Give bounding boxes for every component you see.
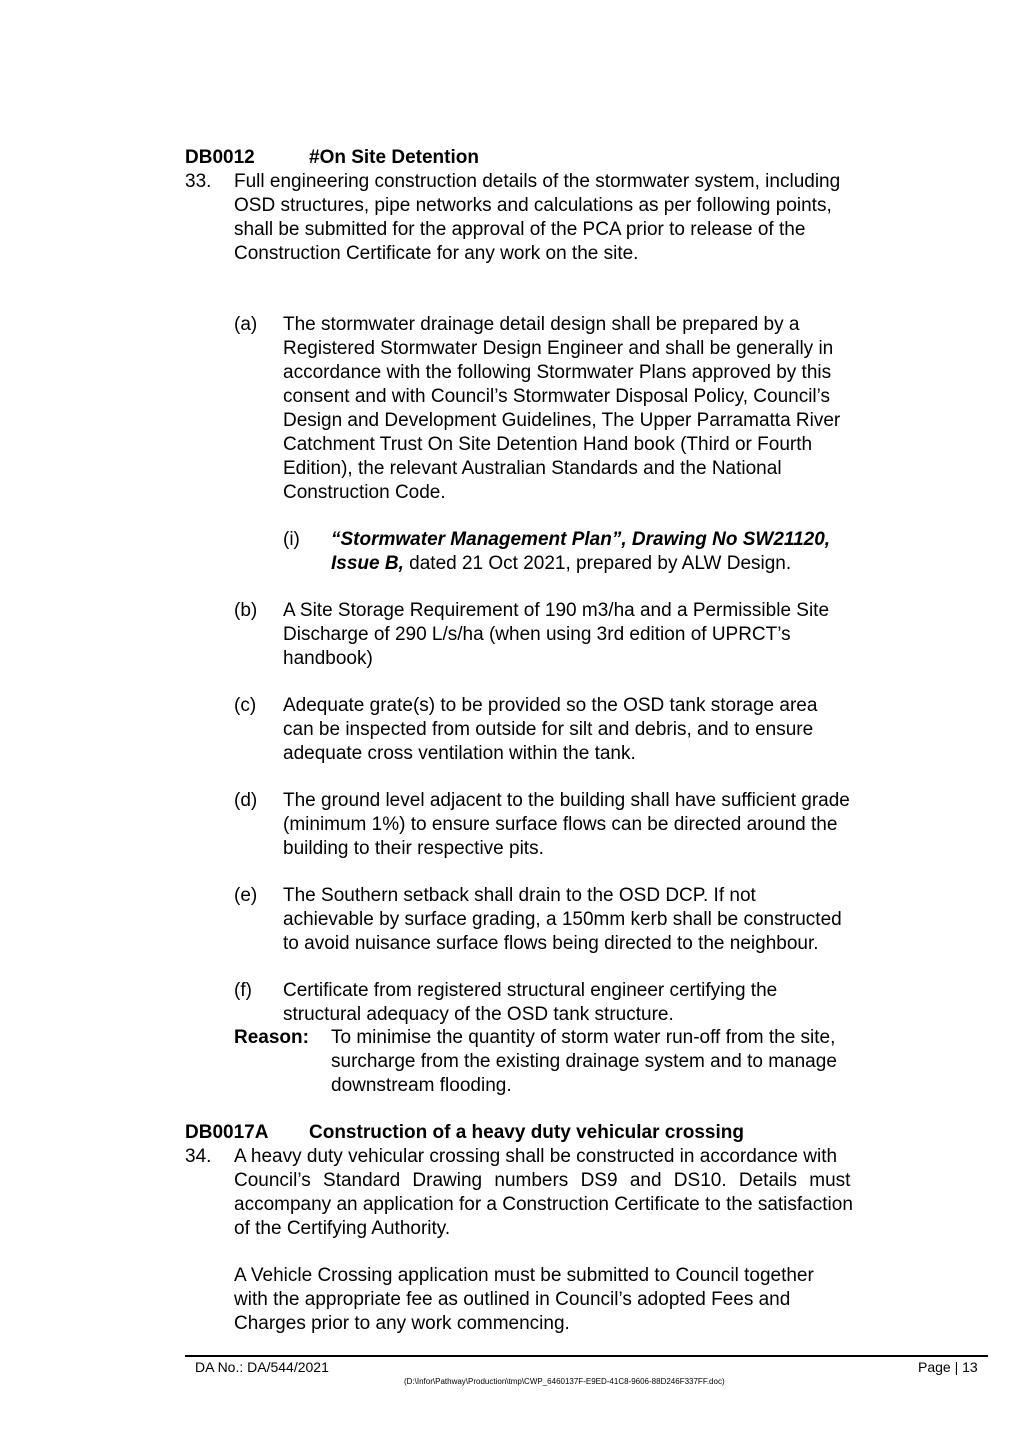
- plan-details: dated 21 Oct 2021, prepared by ALW Design.: [403, 553, 792, 574]
- condition-text-line: Full engineering construction details of the stormwater system, including: [234, 171, 841, 192]
- item-label: (d): [234, 790, 258, 811]
- condition-paragraph-line: A Vehicle Crossing application must be submitted to Council together: [234, 1265, 814, 1286]
- item-label: (a): [234, 314, 258, 335]
- item-label: (e): [234, 885, 258, 906]
- condition-number: 34.: [185, 1146, 212, 1167]
- condition-code: DB0017A: [185, 1122, 269, 1143]
- condition-paragraph-line: with the appropriate fee as outlined in Council’s adopted Fees and: [234, 1289, 791, 1310]
- item-text-line: (minimum 1%) to ensure surface flows can be directed around the: [283, 814, 838, 835]
- item-label: (f): [234, 980, 252, 1001]
- reason-label: Reason:: [234, 1027, 309, 1048]
- condition-text-line: OSD structures, pipe networks and calculations as per following points,: [234, 195, 832, 216]
- item-text-line: Certificate from registered structural engineer certifying the: [283, 980, 778, 1001]
- item-label: (b): [234, 600, 258, 621]
- item-text-line: Catchment Trust On Site Detention Hand book (Third or Fourth: [283, 434, 813, 455]
- item-text-line: can be inspected from outside for silt and debris, and to ensure: [283, 719, 814, 740]
- plan-reference-line: [331, 552, 791, 575]
- page-number: Page | 13: [918, 1359, 978, 1375]
- item-text-line: to avoid nuisance surface flows being directed to the neighbour.: [283, 933, 819, 954]
- item-text-line: The Southern setback shall drain to the OSD DCP. If not: [283, 885, 756, 906]
- condition-paragraph-line: Charges prior to any work commencing.: [234, 1313, 570, 1334]
- condition-title: Construction of a heavy duty vehicular crossing: [309, 1122, 744, 1143]
- item-text-line: The stormwater drainage detail design shall be prepared by a: [283, 314, 800, 335]
- reason-text-line: surcharge from the existing drainage system and to manage: [331, 1051, 837, 1072]
- item-label: (c): [234, 695, 257, 716]
- condition-text-line: accompany an application for a Construction Certificate to the satisfaction: [234, 1194, 853, 1215]
- item-text-line: accordance with the following Stormwater Plans approved by this: [283, 362, 832, 383]
- item-text-line: Construction Code.: [283, 482, 446, 503]
- plan-reference: “Stormwater Management Plan”, Drawing No SW21120,: [331, 529, 831, 550]
- item-text-line: structural adequacy of the OSD tank structure.: [283, 1004, 674, 1025]
- item-text-line: adequate cross ventilation within the tank.: [283, 743, 636, 764]
- item-text-line: consent and with Council’s Stormwater Disposal Policy, Council’s: [283, 386, 831, 407]
- footer-rule: [185, 1355, 988, 1357]
- reason-text-line: To minimise the quantity of storm water run-off from the site,: [331, 1027, 836, 1048]
- file-path: (D:\Infor\Pathway\Production\tmp\CWP_6460137F-E9ED-41C8-9606-88D246F337FF.doc): [404, 1377, 725, 1386]
- item-text-line: A Site Storage Requirement of 190 m3/ha and a Permissible Site: [283, 600, 830, 621]
- da-number: DA No.: DA/544/2021: [195, 1359, 329, 1375]
- item-text-line: Registered Stormwater Design Engineer and shall be generally in: [283, 338, 834, 359]
- plan-issue: Issue B,: [331, 553, 404, 574]
- reason-text-line: downstream flooding.: [331, 1075, 512, 1096]
- condition-text-line: Council’s Standard Drawing numbers DS9 and DS10. Details must: [234, 1170, 851, 1191]
- condition-code: DB0012: [185, 147, 255, 168]
- item-text-line: Adequate grate(s) to be provided so the OSD tank storage area: [283, 695, 818, 716]
- item-text-line: handbook): [283, 648, 373, 669]
- item-text-line: achievable by surface grading, a 150mm kerb shall be constructed: [283, 909, 842, 930]
- condition-title: #On Site Detention: [309, 147, 479, 168]
- condition-text-line: Construction Certificate for any work on the site.: [234, 243, 639, 264]
- item-text-line: Design and Development Guidelines, The Upper Parramatta River: [283, 410, 841, 431]
- item-text-line: Discharge of 290 L/s/ha (when using 3rd edition of UPRCT’s: [283, 624, 791, 645]
- item-text-line: Edition), the relevant Australian Standards and the National: [283, 458, 782, 479]
- item-text-line: The ground level adjacent to the building shall have sufficient grade: [283, 790, 850, 811]
- condition-text-line: of the Certifying Authority.: [234, 1218, 451, 1239]
- subitem-label: (i): [283, 529, 300, 550]
- condition-text-line: A heavy duty vehicular crossing shall be constructed in accordance with: [234, 1146, 838, 1167]
- condition-text-line: shall be submitted for the approval of the PCA prior to release of the: [234, 219, 806, 240]
- item-text-line: building to their respective pits.: [283, 838, 544, 859]
- condition-number: 33.: [185, 171, 212, 192]
